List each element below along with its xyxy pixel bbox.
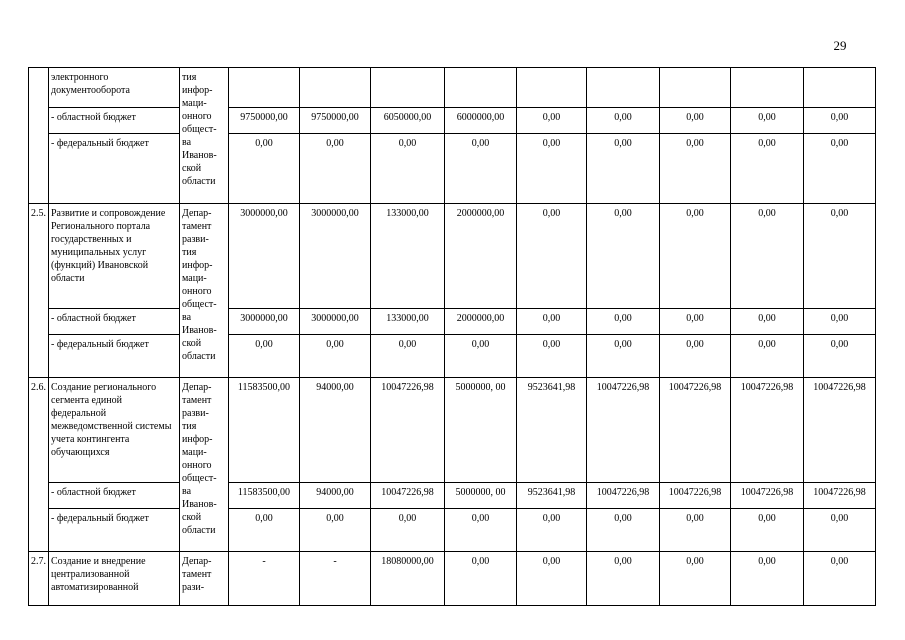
value-cell: 9523641,98 [517,483,587,509]
row-index [29,68,49,204]
value-cell: 133000,00 [371,309,445,335]
value-cell: 0,00 [229,335,300,378]
row-name: - федеральный бюджет [49,134,180,204]
page-number: 29 [833,38,847,53]
row-name: Создание регионального сегмента единой федеральной межведомственной системы учета контингента обучающихся [49,378,180,483]
value-cell: - [300,552,371,606]
value-cell: 10047226,98 [804,378,876,483]
value-cell: 10047226,98 [371,378,445,483]
value-cell: 10047226,98 [587,378,660,483]
row-name: - областной бюджет [49,309,180,335]
value-cell: 3000000,00 [300,309,371,335]
value-cell: 0,00 [445,134,517,204]
value-cell: 0,00 [445,552,517,606]
value-cell: - [229,552,300,606]
executor-cell: Депар- тамент разви- тия инфор- маци- онного общест- ва Иванов- ской области [180,204,229,378]
value-cell: 0,00 [517,204,587,309]
value-cell: 0,00 [587,108,660,134]
value-cell: 0,00 [371,134,445,204]
value-cell: 0,00 [804,108,876,134]
row-name: Создание и внедрение централизованной автоматизированной [49,552,180,606]
value-cell: 10047226,98 [587,483,660,509]
value-cell: 0,00 [229,134,300,204]
value-cell: 0,00 [660,552,731,606]
value-cell: 0,00 [731,108,804,134]
value-cell: 0,00 [804,134,876,204]
value-cell: 2000000,00 [445,204,517,309]
value-cell: 10047226,98 [371,483,445,509]
value-cell: 0,00 [587,204,660,309]
value-cell: 0,00 [660,335,731,378]
value-cell: 11583500,00 [229,378,300,483]
table-row [29,204,876,309]
table-row [29,509,876,552]
value-cell: 0,00 [445,335,517,378]
value-cell: 9750000,00 [229,108,300,134]
row-name: - федеральный бюджет [49,335,180,378]
value-cell: 6000000,00 [445,108,517,134]
value-cell: 0,00 [660,309,731,335]
executor-cell: Депар- тамент рази- [180,552,229,606]
table-row [29,134,876,204]
value-cell: 0,00 [731,509,804,552]
value-cell [229,68,300,108]
value-cell: 3000000,00 [229,309,300,335]
value-cell: 9523641,98 [517,378,587,483]
value-cell: 0,00 [660,108,731,134]
row-index: 2.5. [29,204,49,378]
value-cell: 10047226,98 [660,483,731,509]
value-cell [660,68,731,108]
value-cell: 10047226,98 [731,378,804,483]
row-name: - федеральный бюджет [49,509,180,552]
value-cell: 0,00 [731,335,804,378]
value-cell: 5000000, 00 [445,483,517,509]
row-name: - областной бюджет [49,483,180,509]
table-row [29,378,876,483]
row-index: 2.6. [29,378,49,552]
row-index: 2.7. [29,552,49,606]
value-cell: 0,00 [300,134,371,204]
value-cell: 0,00 [804,309,876,335]
value-cell: 0,00 [517,552,587,606]
value-cell: 0,00 [300,335,371,378]
value-cell: 0,00 [660,134,731,204]
value-cell: 6050000,00 [371,108,445,134]
value-cell [517,68,587,108]
value-cell: 94000,00 [300,483,371,509]
table-row [29,309,876,335]
value-cell: 0,00 [804,204,876,309]
value-cell: 0,00 [300,509,371,552]
value-cell: 3000000,00 [229,204,300,309]
value-cell: 10047226,98 [660,378,731,483]
value-cell: 2000000,00 [445,309,517,335]
value-cell: 0,00 [731,204,804,309]
value-cell: 0,00 [517,309,587,335]
row-name: электронного документооборота [49,68,180,108]
value-cell [731,68,804,108]
budget-table [28,67,876,606]
value-cell: 0,00 [804,552,876,606]
row-name: - областной бюджет [49,108,180,134]
executor-cell: тия инфор- маци- онного общест- ва Иванов- ской области [180,68,229,204]
value-cell: 0,00 [517,134,587,204]
value-cell: 10047226,98 [731,483,804,509]
value-cell [804,68,876,108]
value-cell: 0,00 [587,309,660,335]
value-cell: 0,00 [804,335,876,378]
value-cell: 0,00 [731,134,804,204]
value-cell [300,68,371,108]
table-row [29,335,876,378]
value-cell: 0,00 [517,108,587,134]
value-cell: 0,00 [517,335,587,378]
value-cell: 0,00 [229,509,300,552]
value-cell: 0,00 [587,552,660,606]
value-cell [587,68,660,108]
value-cell: 0,00 [587,335,660,378]
value-cell: 0,00 [517,509,587,552]
executor-cell: Депар- тамент разви- тия инфор- маци- онного общест- ва Иванов- ской области [180,378,229,552]
value-cell: 0,00 [371,509,445,552]
value-cell: 0,00 [371,335,445,378]
value-cell: 0,00 [587,134,660,204]
table-row [29,483,876,509]
value-cell: 0,00 [587,509,660,552]
value-cell [371,68,445,108]
value-cell: 5000000, 00 [445,378,517,483]
value-cell: 0,00 [660,204,731,309]
value-cell: 18080000,00 [371,552,445,606]
table-row [29,108,876,134]
value-cell: 0,00 [660,509,731,552]
row-name: Развитие и сопровождение Регионального портала государственных и муниципальных услуг (функций) Ивановской области [49,204,180,309]
value-cell: 94000,00 [300,378,371,483]
value-cell: 133000,00 [371,204,445,309]
table-row [29,552,876,606]
value-cell: 0,00 [731,309,804,335]
value-cell: 0,00 [731,552,804,606]
value-cell: 9750000,00 [300,108,371,134]
value-cell: 3000000,00 [300,204,371,309]
value-cell: 0,00 [804,509,876,552]
value-cell: 10047226,98 [804,483,876,509]
value-cell: 11583500,00 [229,483,300,509]
value-cell: 0,00 [445,509,517,552]
table-row [29,68,876,108]
value-cell [445,68,517,108]
